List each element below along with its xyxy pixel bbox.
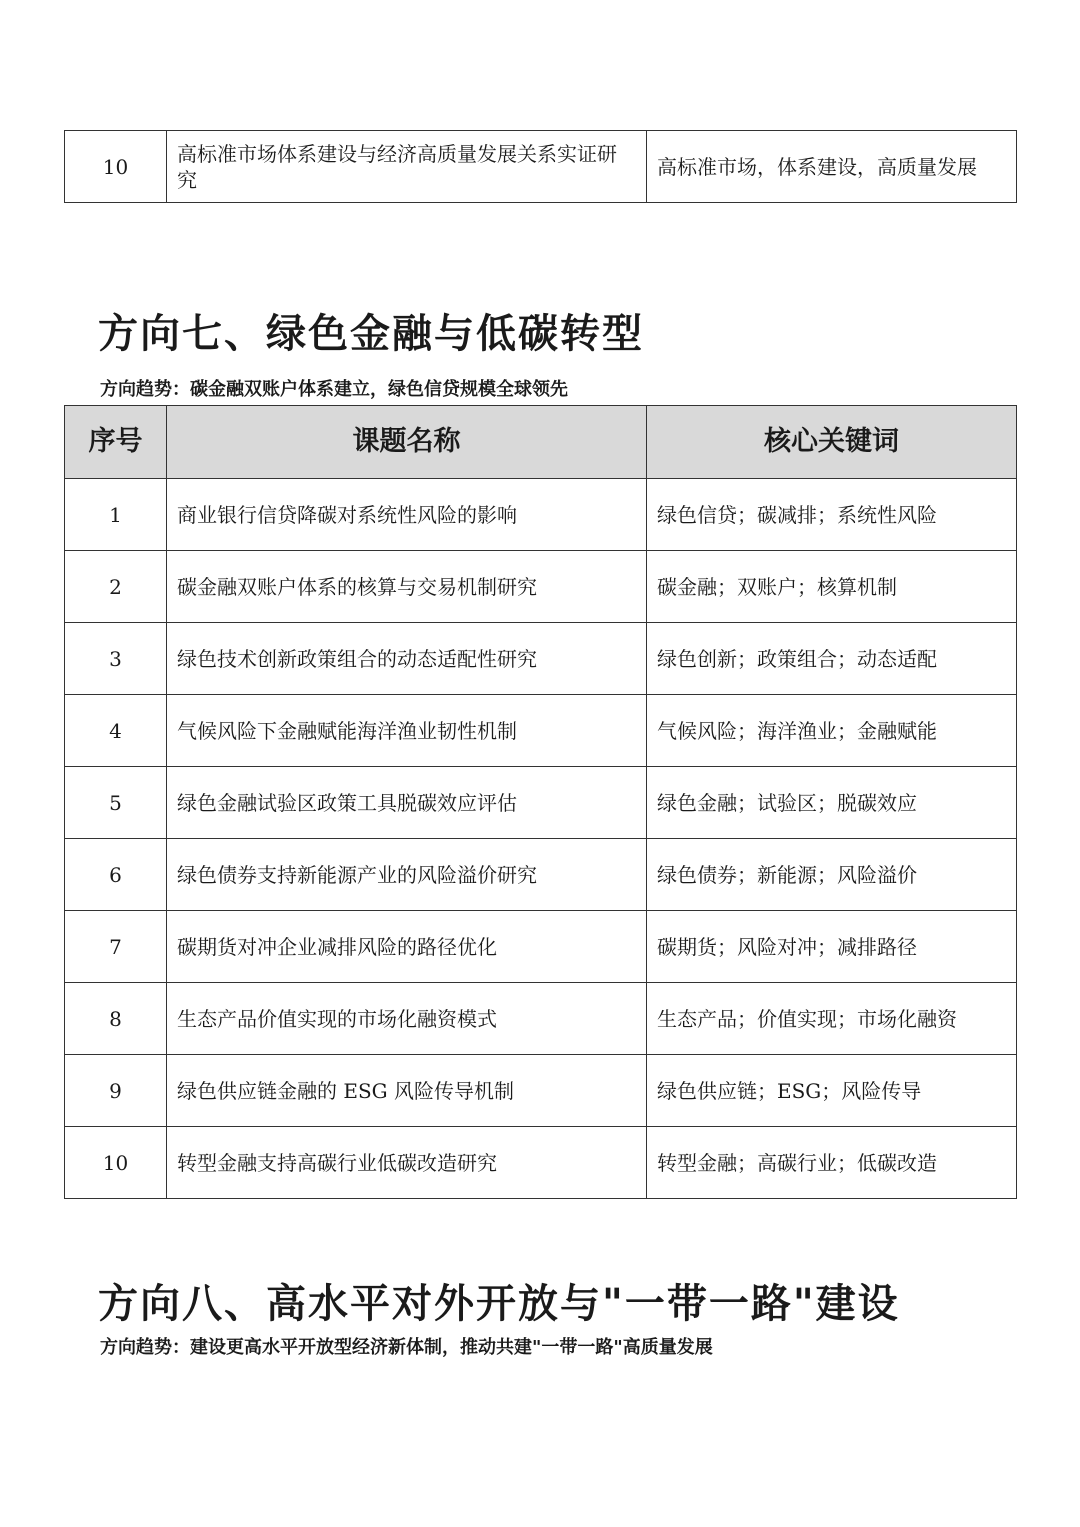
row-topic: 商业银行信贷降碳对系统性风险的影响 [167, 479, 647, 551]
table-header-row [65, 406, 1017, 479]
row-keywords: 绿色信贷；碳减排；系统性风险 [647, 479, 1017, 551]
row-number: 2 [65, 551, 167, 623]
row-keywords: 生态产品；价值实现；市场化融资 [647, 983, 1017, 1055]
section-title: 方向八、高水平对外开放与"一带一路"建设 [98, 1280, 900, 1327]
row-keywords: 绿色金融；试验区；脱碳效应 [647, 767, 1017, 839]
row-number: 9 [65, 1055, 167, 1127]
row-number: 5 [65, 767, 167, 839]
table-row [65, 839, 1017, 911]
row-topic: 绿色供应链金融的 ESG 风险传导机制 [167, 1055, 647, 1127]
row-number: 8 [65, 983, 167, 1055]
row-topic: 生态产品价值实现的市场化融资模式 [167, 983, 647, 1055]
table-row [65, 1055, 1017, 1127]
section-title: 方向七、绿色金融与低碳转型 [98, 310, 644, 357]
row-keywords: 碳金融；双账户；核算机制 [647, 551, 1017, 623]
row-topic: 气候风险下金融赋能海洋渔业韧性机制 [167, 695, 647, 767]
row-topic: 绿色金融试验区政策工具脱碳效应评估 [167, 767, 647, 839]
row-keywords: 绿色供应链；ESG；风险传导 [647, 1055, 1017, 1127]
table-row [65, 983, 1017, 1055]
header-number: 序号 [65, 406, 167, 479]
row-topic: 高标准市场体系建设与经济高质量发展关系实证研究 [167, 131, 647, 203]
table-row [65, 623, 1017, 695]
previous-section-table [64, 130, 1017, 203]
row-number: 4 [65, 695, 167, 767]
table-row [65, 767, 1017, 839]
row-topic: 转型金融支持高碳行业低碳改造研究 [167, 1127, 647, 1199]
table-row [65, 551, 1017, 623]
row-keywords: 绿色创新；政策组合；动态适配 [647, 623, 1017, 695]
row-topic: 绿色技术创新政策组合的动态适配性研究 [167, 623, 647, 695]
row-number: 1 [65, 479, 167, 551]
table-row [65, 695, 1017, 767]
row-number: 3 [65, 623, 167, 695]
table-row [65, 911, 1017, 983]
row-topic: 碳金融双账户体系的核算与交易机制研究 [167, 551, 647, 623]
row-keywords: 气候风险；海洋渔业；金融赋能 [647, 695, 1017, 767]
row-keywords: 绿色债券；新能源；风险溢价 [647, 839, 1017, 911]
header-keywords: 核心关键词 [647, 406, 1017, 479]
row-topic: 碳期货对冲企业减排风险的路径优化 [167, 911, 647, 983]
row-number: 6 [65, 839, 167, 911]
row-keywords: 转型金融；高碳行业；低碳改造 [647, 1127, 1017, 1199]
section-trend: 方向趋势：碳金融双账户体系建立，绿色信贷规模全球领先 [100, 379, 568, 400]
table-row [65, 1127, 1017, 1199]
header-topic: 课题名称 [167, 406, 647, 479]
row-number: 10 [65, 131, 167, 203]
topics-table [64, 405, 1017, 1199]
row-keywords: 高标准市场，体系建设，高质量发展 [647, 131, 1017, 203]
table-row [65, 479, 1017, 551]
section-trend: 方向趋势：建设更高水平开放型经济新体制，推动共建"一带一路"高质量发展 [100, 1337, 713, 1358]
row-number: 7 [65, 911, 167, 983]
row-topic: 绿色债券支持新能源产业的风险溢价研究 [167, 839, 647, 911]
row-keywords: 碳期货；风险对冲；减排路径 [647, 911, 1017, 983]
row-number: 10 [65, 1127, 167, 1199]
table-row [65, 131, 1017, 203]
